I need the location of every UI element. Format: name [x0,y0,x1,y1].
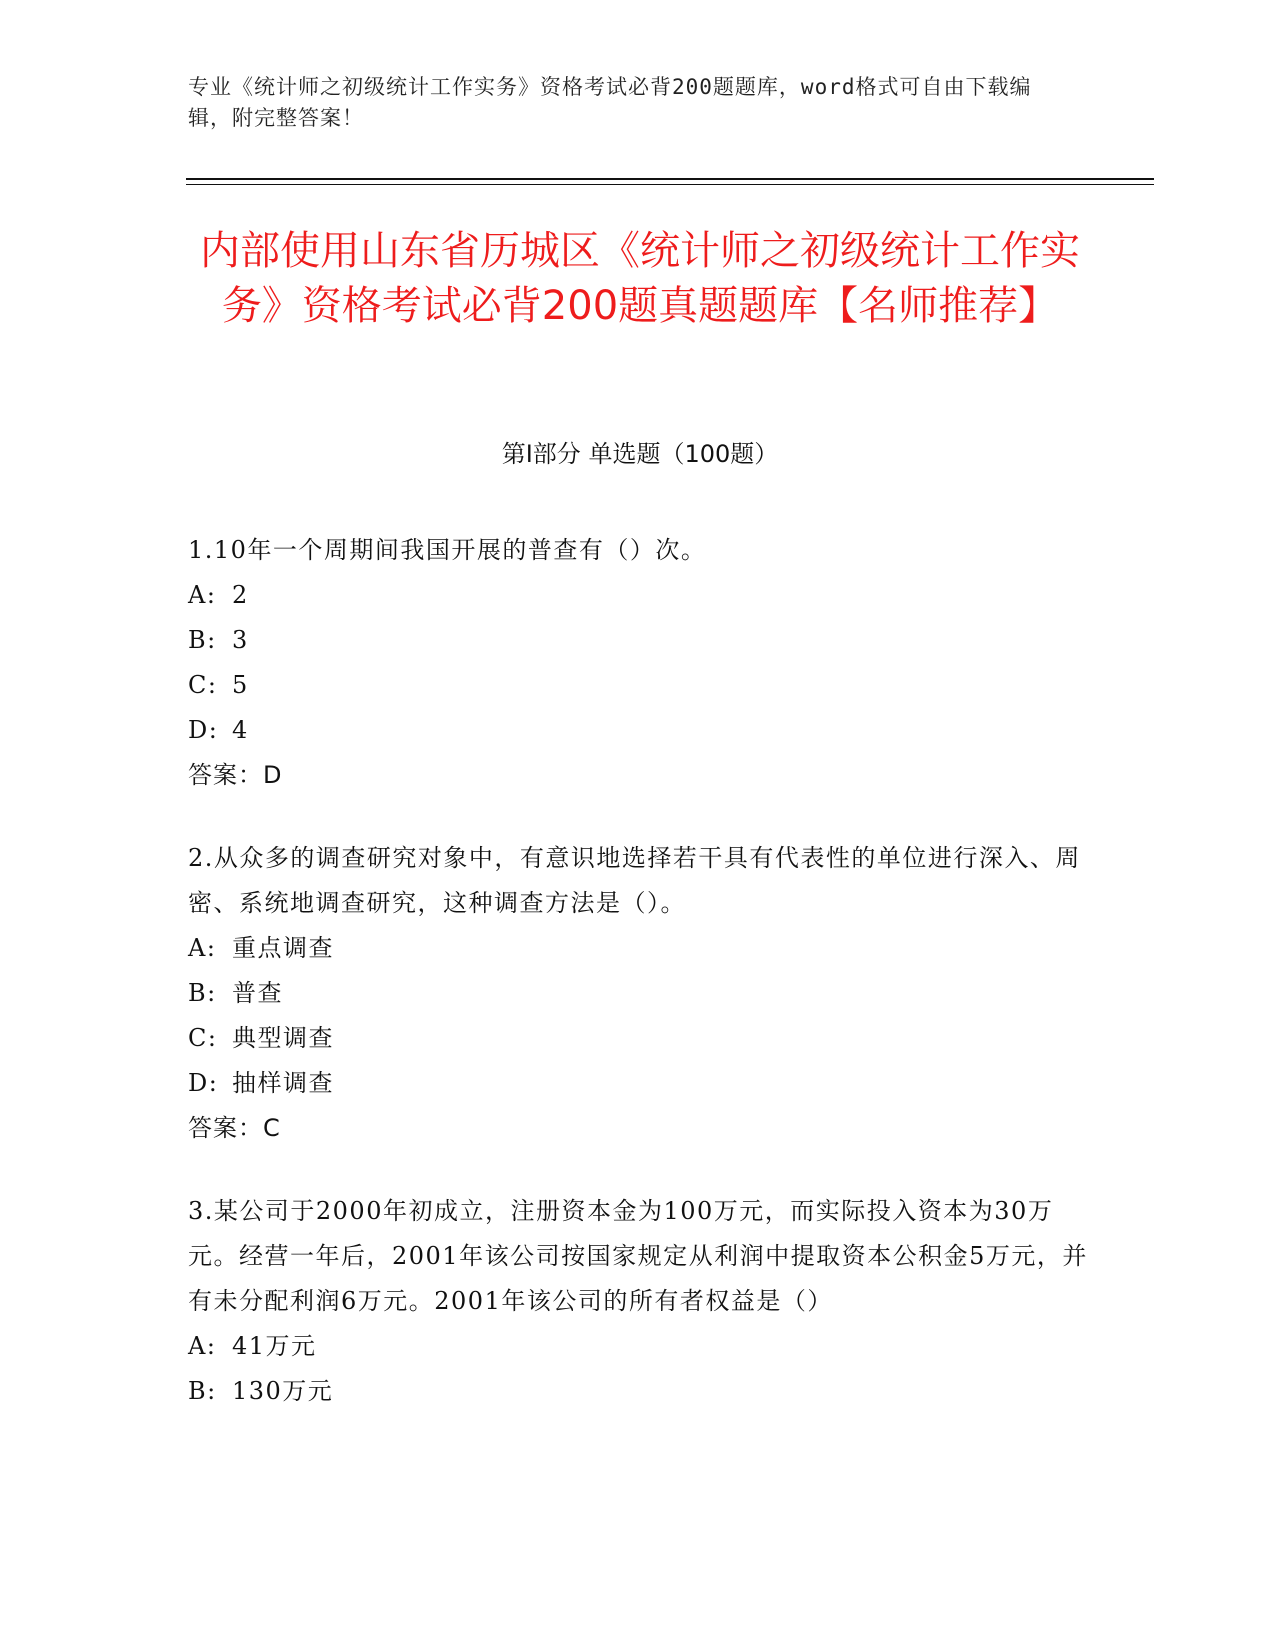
option-b [188,618,1088,663]
option-b [188,1369,1088,1414]
option-text: 130万元 [232,1377,334,1405]
option-text: 41万元 [232,1332,317,1360]
option-key: B: [188,626,217,654]
option-text: 4 [232,716,249,744]
option-c [188,1016,1088,1061]
option-text: 抽样调查 [232,1069,334,1097]
option-key: C: [188,1024,218,1052]
option-key: A: [188,934,217,962]
option-text: 5 [232,671,249,699]
option-key: D: [188,1069,219,1097]
option-key: B: [188,979,217,1007]
option-text: 3 [232,626,249,654]
header-rule-thin [186,184,1154,185]
option-d [188,708,1088,753]
option-text: 典型调查 [232,1024,334,1052]
question-1 [188,528,1088,798]
question-2 [188,836,1088,1151]
option-key: D: [188,716,219,744]
question-text: 2.从众多的调查研究对象中，有意识地选择若干具有代表性的单位进行深入、周密、系统地调查研究，这种调查方法是（）。 [188,844,1081,917]
section-title: 第Ⅰ部分 单选题（100题） [501,440,779,468]
answer-line: 答案：D [188,761,283,789]
option-key: B: [188,1377,217,1405]
question-list [188,528,1088,1452]
document-title: 内部使用山东省历城区《统计师之初级统计工作实务》资格考试必背200题真题题库【名师推荐】 [200,228,1080,329]
question-text: 3.某公司于2000年初成立，注册资本金为100万元，而实际投入资本为30万元。经营一年后，2001年该公司按国家规定从利润中提取资本公积金5万元，并有未分配利润6万元。2001年该公司的所有者权益是（） [188,1197,1088,1315]
option-text: 普查 [232,979,283,1007]
option-key: C: [188,671,218,699]
option-a [188,573,1088,618]
question-text: 1.10年一个周期间我国开展的普查有（）次。 [188,536,707,564]
header-note: 专业《统计师之初级统计工作实务》资格考试必背200题题库，word格式可自由下载编辑，附完整答案！ [188,75,1032,130]
option-a [188,926,1088,971]
question-3 [188,1189,1088,1414]
option-d [188,1061,1088,1106]
option-key: A: [188,1332,217,1360]
option-key: A: [188,581,217,609]
option-text: 重点调查 [232,934,334,962]
option-c [188,663,1088,708]
option-text: 2 [232,581,249,609]
option-a [188,1324,1088,1369]
answer-line: 答案：C [188,1114,281,1142]
header-rule-thick [186,178,1154,180]
option-b [188,971,1088,1016]
